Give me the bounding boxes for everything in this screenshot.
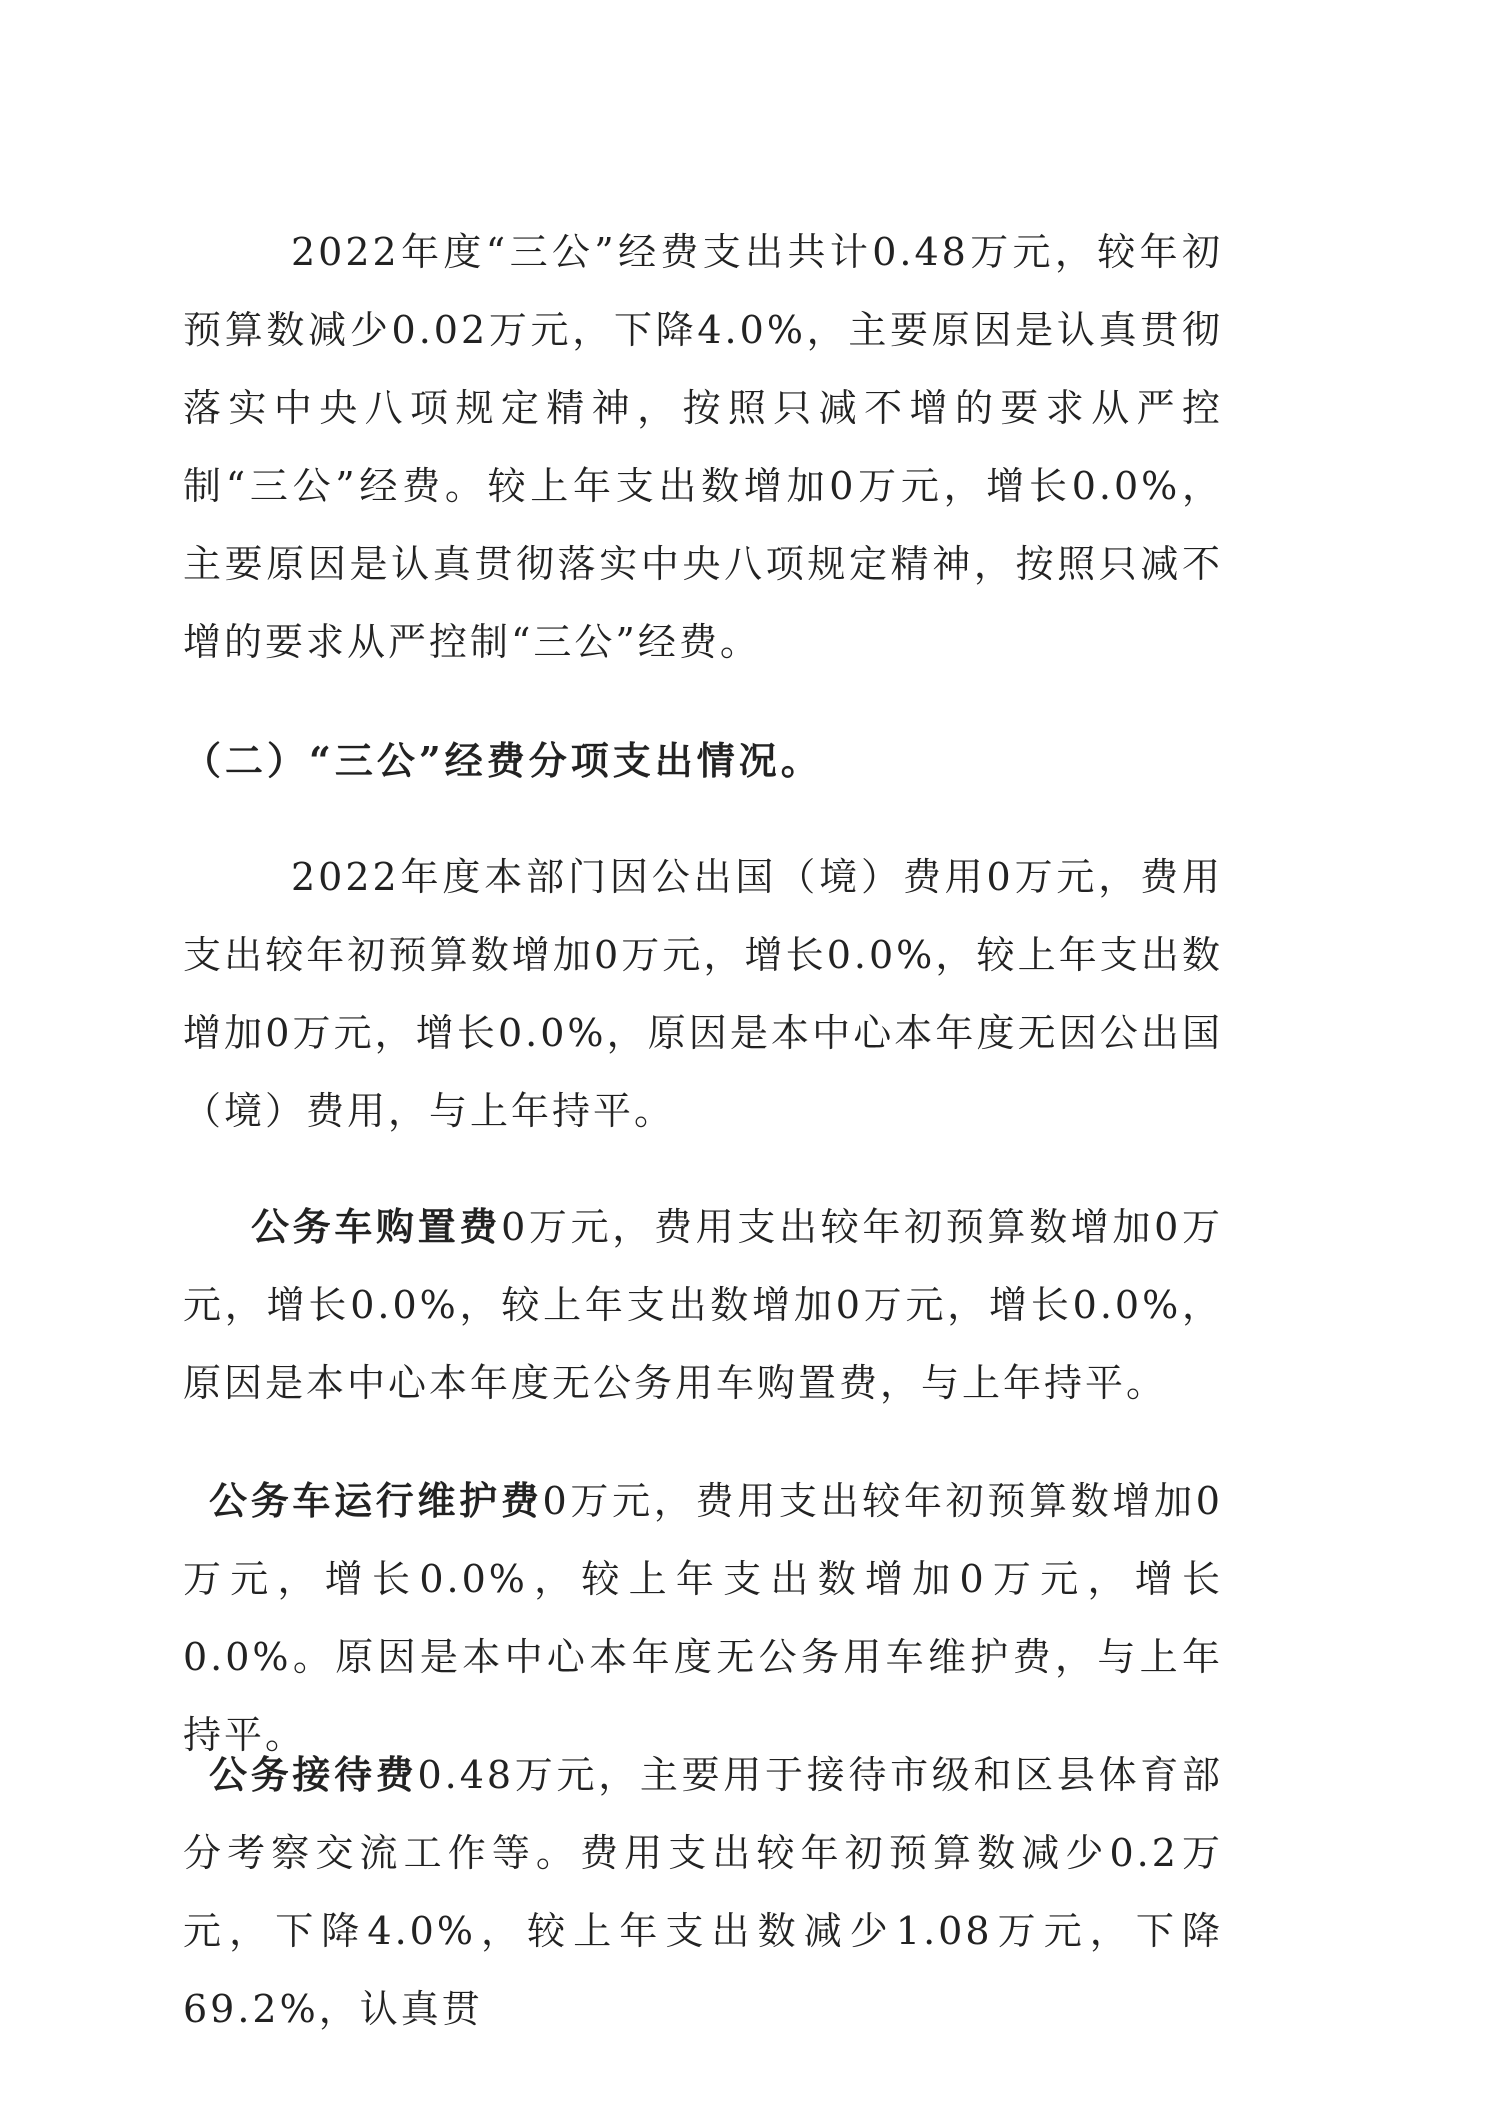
section-heading: （二）“三公”经费分项支出情况。	[183, 738, 823, 783]
vehicle-purchase-lead: 公务车购置费	[251, 1204, 502, 1249]
paragraph-overseas-travel: 2022年度本部门因公出国（境）费用0万元，费用支出较年初预算数增加0万元，增长0.0%，较上年支出数增加0万元，增长0.0%，原因是本中心本年度无因公出国（境）费用，与上年持平。	[183, 855, 1223, 1133]
paragraph-reception	[183, 1736, 1223, 2048]
reception-lead: 公务接待费	[209, 1752, 418, 1797]
reception-body: 0.48万元，主要用于接待市级和区县体育部分考察交流工作等。费用支出较年初预算数减少0.2万元，下降4.0%，较上年支出数减少1.08万元，下降69.2%，认真贯	[183, 1753, 1223, 2031]
paragraph-total-expenditure: 2022年度“三公”经费支出共计0.48万元，较年初预算数减少0.02万元，下降4.0%，主要原因是认真贯彻落实中央八项规定精神，按照只减不增的要求从严控制“三公”经费。较上年支出数增加0万元，增长0.0%，主要原因是认真贯彻落实中央八项规定精神，按照只减不增的要求从严控制“三公”经费。	[183, 230, 1223, 664]
vehicle-maintenance-lead: 公务车运行维护费	[209, 1478, 543, 1523]
paragraph-vehicle-maintenance	[183, 1462, 1223, 1774]
vehicle-purchase-body: 0万元，费用支出较年初预算数增加0万元，增长0.0%，较上年支出数增加0万元，增长0.0%，原因是本中心本年度无公务用车购置费，与上年持平。	[183, 1205, 1223, 1405]
vehicle-maintenance-body: 0万元，费用支出较年初预算数增加0万元，增长0.0%，较上年支出数增加0万元，增长0.0%。原因是本中心本年度无公务用车维护费，与上年持平。	[183, 1479, 1223, 1757]
paragraph-vehicle-purchase	[183, 1188, 1223, 1422]
